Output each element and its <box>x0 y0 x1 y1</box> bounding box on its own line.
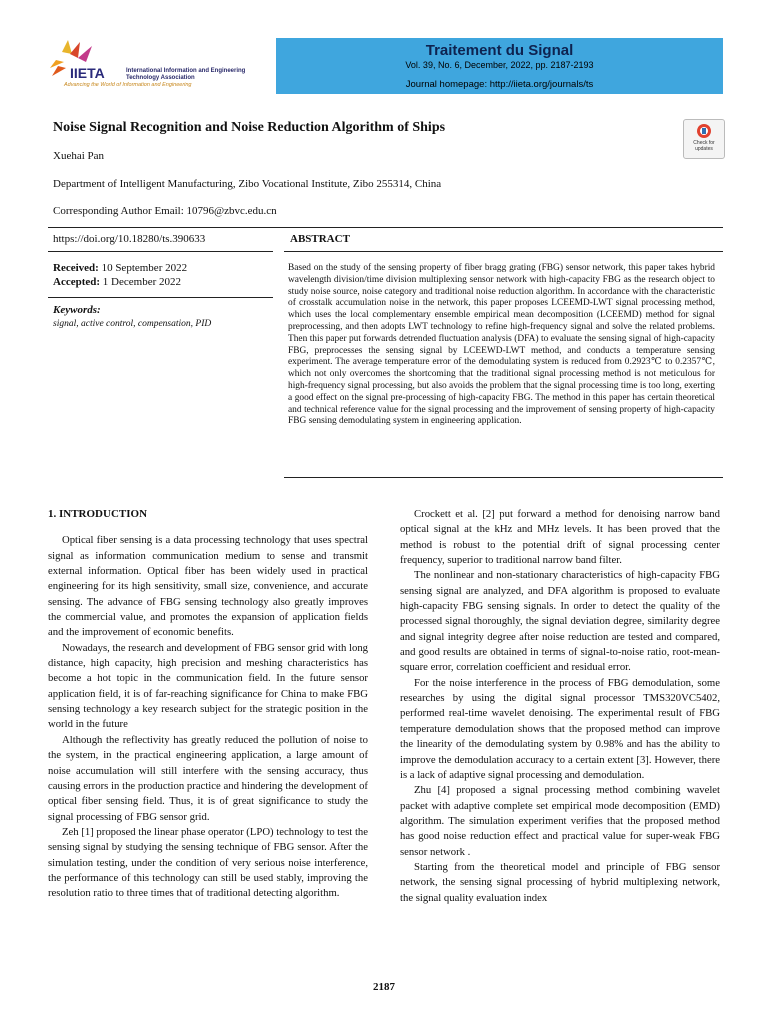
received-value: 10 September 2022 <box>101 262 188 274</box>
accepted-date <box>53 276 181 288</box>
accepted-value: 1 December 2022 <box>102 276 181 288</box>
check-updates-icon <box>696 123 712 139</box>
paragraph: For the noise interference in the process of FBG demodulation, some researches by using the digital signal processor TMS320VC5402, performed real-time wavelet denoising. The experimental result of FBG temperature demodulation shows that the proposed method can improve the linearity of the demodulating system by 0.98% and has the ability to improve the demodulation accuracy to a certain extent [3]. However, there is a lack of adaptive signal processing and demodulation. <box>400 676 720 781</box>
paper-title: Noise Signal Recognition and Noise Reduction Algorithm of Ships <box>53 120 446 135</box>
svg-text:IIETA: IIETA <box>70 65 105 81</box>
keywords-label: Keywords: <box>53 304 101 316</box>
corresponding-author[interactable]: Corresponding Author Email: 10796@zbvc.edu.cn <box>53 205 277 217</box>
org-tagline: Advancing the World of Information and Engineering <box>64 82 192 88</box>
dates-rule <box>48 297 273 298</box>
volume-line: Vol. 39, No. 6, December, 2022, pp. 2187-2193 <box>405 60 594 70</box>
abstract-heading: ABSTRACT <box>290 233 350 245</box>
affiliation: Department of Intelligent Manufacturing, Zibo Vocational Institute, Zibo 255314, China <box>53 178 442 190</box>
keywords-list: signal, active control, compensation, PID <box>53 319 212 329</box>
paragraph: Zeh [1] proposed the linear phase operator (LPO) technology to test the sensing signal by studying the sensing technique of FBG sensor. After the simulation testing, under the condition of very serious noise interference, the performance of this technology can still be used stably, improving the resolution ratio to three times that of traditional detecting algorithm. <box>48 825 368 900</box>
paragraph: Optical fiber sensing is a data processing technology that uses spectral signal as information communication medium to sense and transmit external information. Optical fiber has been widely used in practical engineering for its high sensitivity, small size, convenience, and accurate sensing. The advance of FBG sensing technology also greatly improves the commercial value, and promotes the expansion of application fields and the improvement of economic benefits. <box>48 534 368 639</box>
doi-rule <box>48 251 273 252</box>
paragraph: Although the reflectivity has greatly reduced the pollution of noise to the system, in the practical engineering application, a large amount of noise accumulation will still interfere with the sensing accuracy, thus causing errors in the production practice and hindering the development of optical fiber sensing field. Thus, it is of great significance to study the signal processing of FBG sensor grid. <box>48 733 368 823</box>
paragraph: Starting from the theoretical model and principle of FBG sensor network, the sensing signal processing of hybrid multiplexing network, the signal quality evaluation index <box>400 860 720 904</box>
paragraph: Nowadays, the research and development of FBG sensor grid with long distance, high capacity, high precision and meshing characteristics has become a hot topic in the communication field. In the future sensor application field, it is of far-reaching significance for China to make FBG sensing technology a key research subject for the strategic position in the world in the future <box>48 641 369 731</box>
accepted-label: Accepted: <box>53 276 101 288</box>
received-date <box>53 262 187 274</box>
iieta-logo <box>48 38 248 94</box>
abstract-rule-bottom <box>284 477 723 478</box>
section-heading-introduction: 1. INTRODUCTION <box>48 508 148 520</box>
page-number: 2187 <box>373 981 395 993</box>
paragraph: Crockett et al. [2] put forward a method for denoising narrow band optical signal at the kHz and MHz levels. It has been proved that the method is robust to the potential drift of signal processing center frequency, superior to traditional narrow band filter. <box>400 508 720 567</box>
iieta-logo-mark <box>48 38 128 82</box>
left-column <box>48 507 368 902</box>
top-rule <box>48 227 723 228</box>
journal-title: Traitement du Signal <box>425 42 574 59</box>
right-column <box>400 507 720 906</box>
paragraph: The nonlinear and non-stationary characteristics of high-capacity FBG sensing signal are analyzed, and DFA algorithm is proposed to evaluate high-capacity FBG sensing signals. In order to detect the quality of the processed signal thoroughly, the signal deviation degree, similarity degree and signal integrity degree after noise reduction are tested and compared, and good results are obtained in terms of signal-to-noise ratio, root-mean-square error, correlation coefficient and residual error. <box>400 569 720 674</box>
check-updates-button[interactable] <box>683 119 725 159</box>
paragraph: Zhu [4] proposed a signal processing method combining wavelet packet with adaptive complete set empirical mode decomposition (EMD) algorithm. The simulation experiment verifies that the proposed method has good noise reduction effect and practical value for super-weak FBG sensor network . <box>400 784 720 858</box>
journal-banner <box>276 38 723 94</box>
abstract-rule-top <box>284 251 723 252</box>
org-name: International Information and Engineering Technology Association <box>126 68 246 81</box>
doi-link[interactable]: https://doi.org/10.18280/ts.390633 <box>53 233 206 245</box>
homepage-link[interactable]: Journal homepage: http://iieta.org/journals/ts <box>405 79 594 90</box>
check-updates-label: Check for updates <box>693 140 715 152</box>
abstract-text: Based on the study of the sensing property of fiber bragg grating (FBG) sensor network, this paper takes hybrid wavelength division/time division multiplexing sensor network with high-capacity FBG as the research object to study noise source, noise category and traditional noise reduction algorithm. In accordance with the characteristic of crosstalk accumulation noise in the network, this paper proposes LCEEMD-LWT signal processing method, which uses the local complementary ensemble empirical mean decomposition (LCEEMD) method for signal preprocessing, and then adopts LWT technology to refine high-frequency signal and solve the related problems. Then this paper put forwards detrended fluctuation analysis (DFA) to evaluate the sensing signal of high-capacity FBG, preprocesses the sensing signal by LCEEWD-LWT method, and conducts a temperature sensing experiment. The average temperature error of the demodulating system is reduced from 0.2923℃ to 0.2357℃, which not only overcomes the shortcoming that the traditional signal processing method is not meticulous for high-frequency signal processing, but also avoids the problem that the signal processing time is too long, exerting a good effect on the signal pre-processing of high-capacity FBG. The method in this paper has certain theoretical and technical reference value for the signal processing and the improvement of sensing property of high-capacity FBG sensing demodulating system in engineering application. <box>288 263 715 427</box>
author-name: Xuehai Pan <box>53 150 105 162</box>
received-label: Received: <box>53 262 99 274</box>
